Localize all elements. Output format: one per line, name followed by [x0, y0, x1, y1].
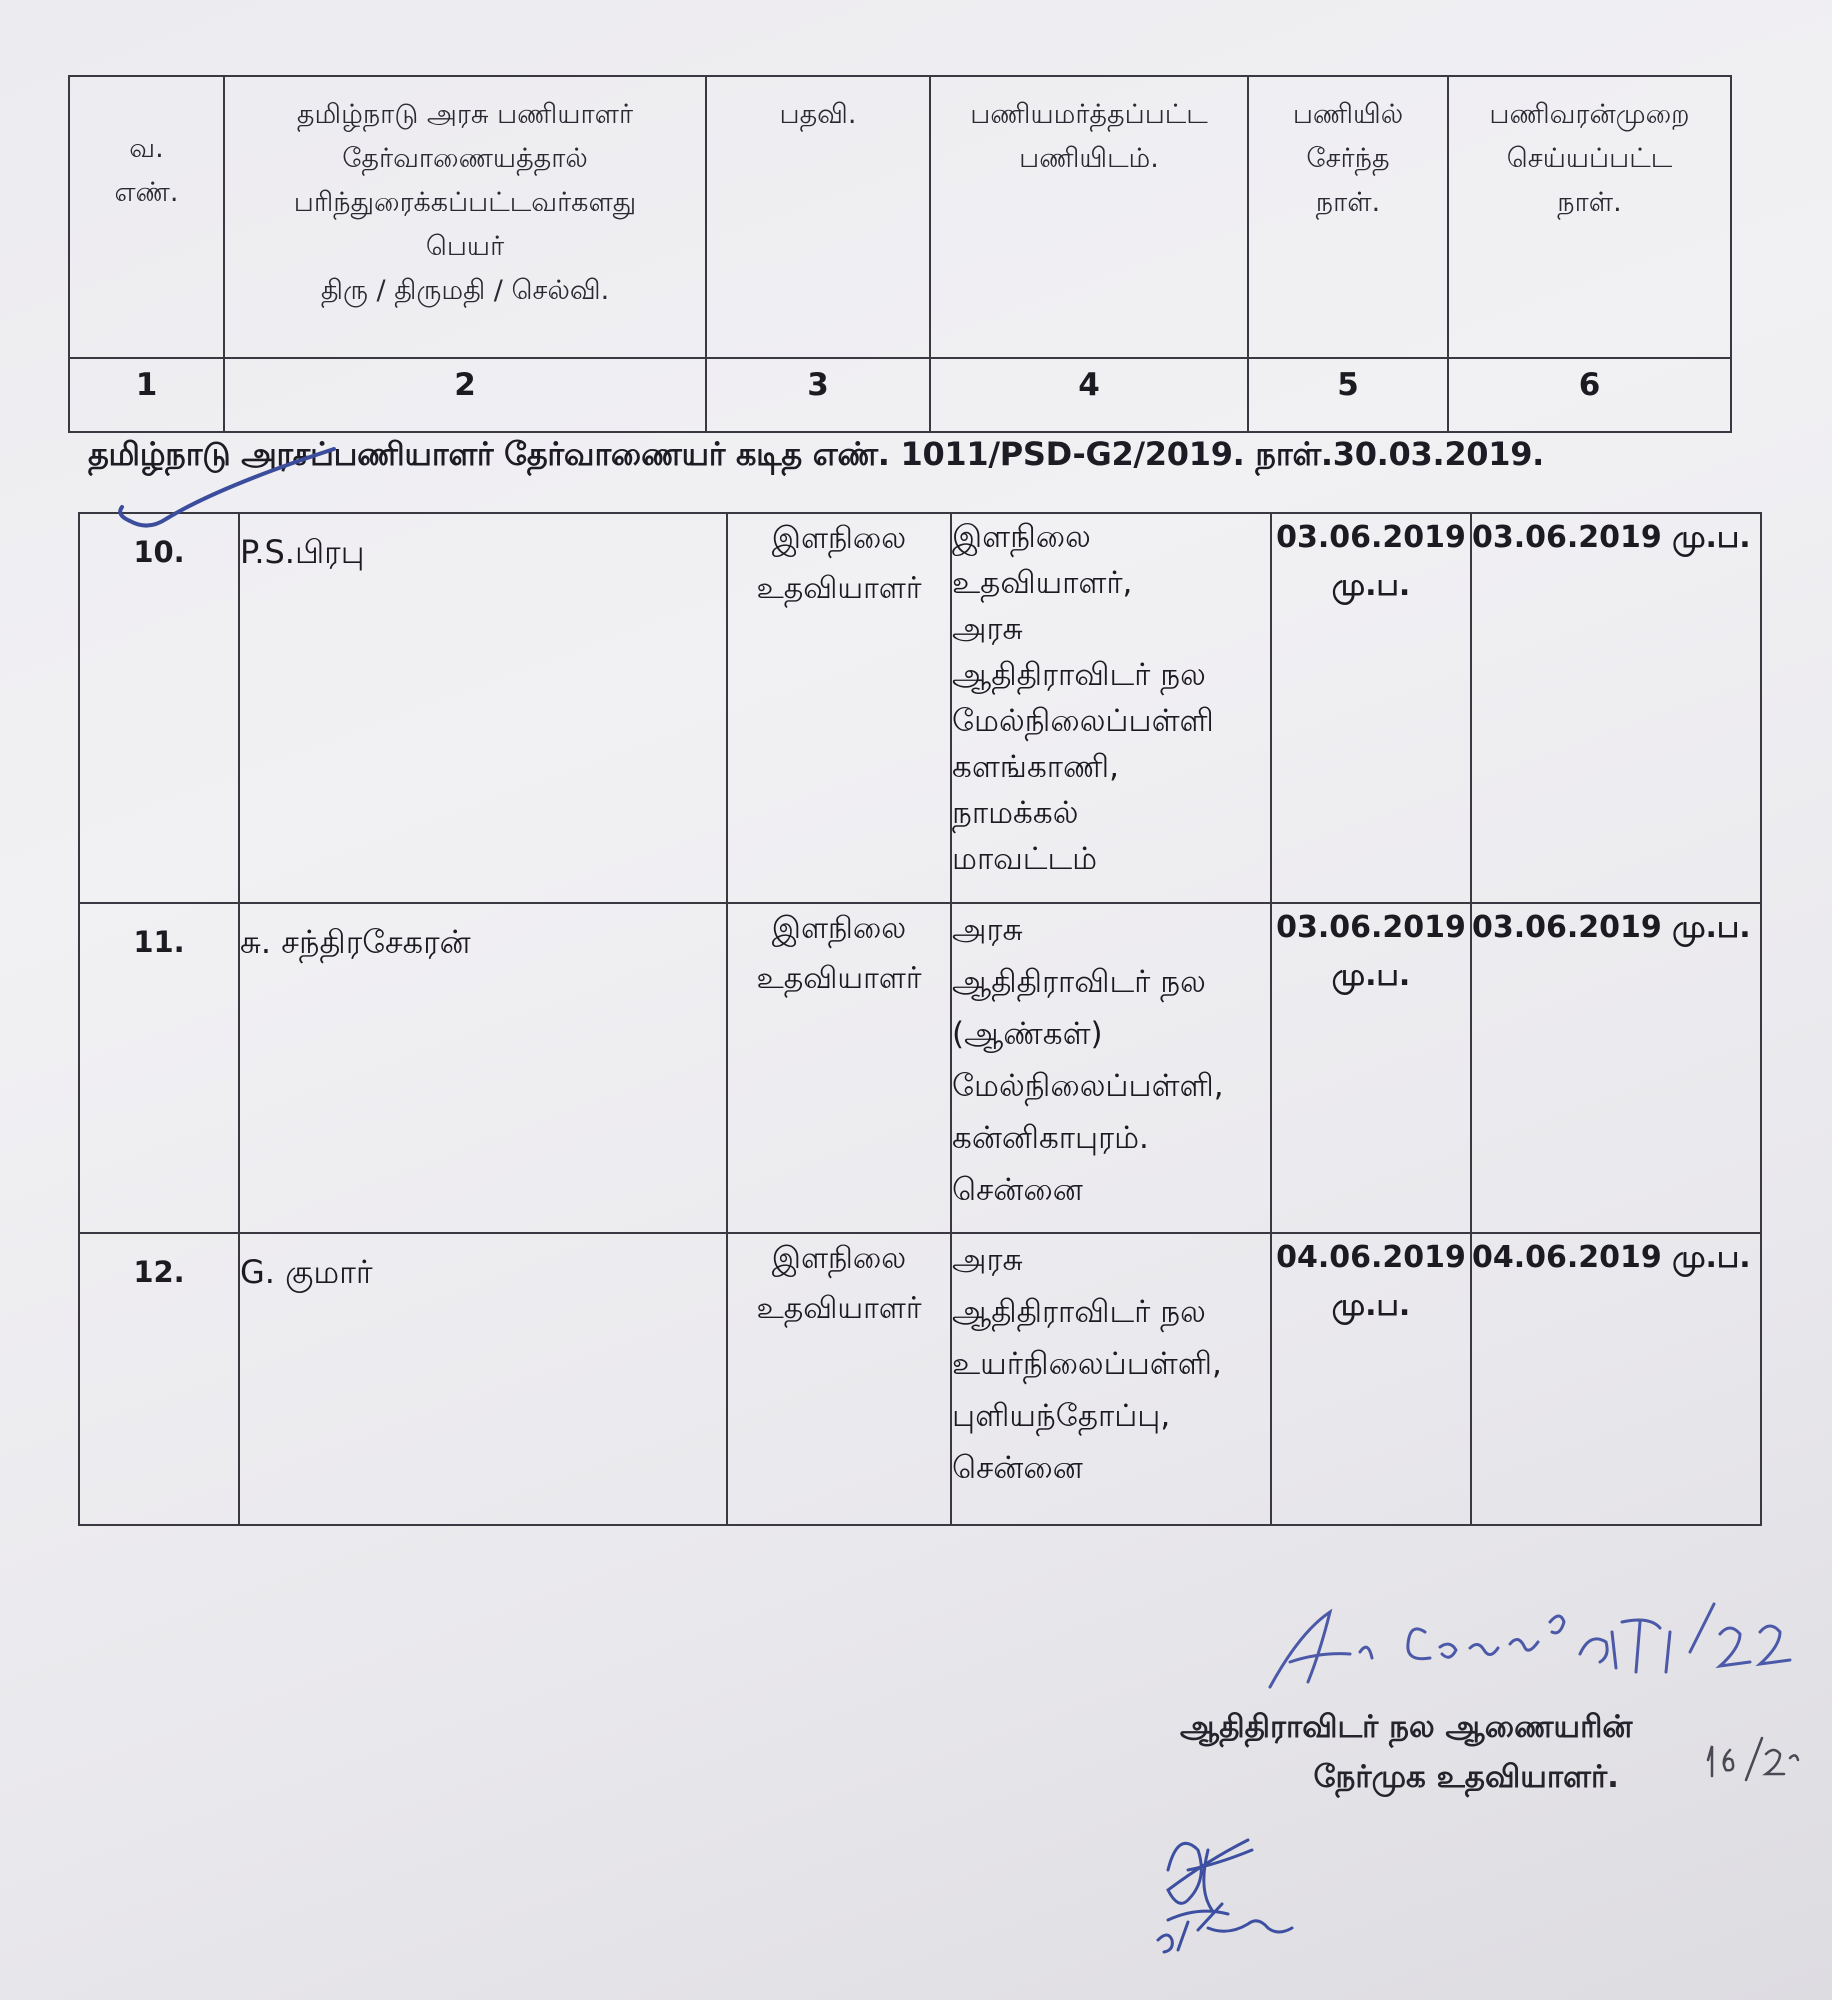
column-number: 4	[930, 358, 1248, 432]
regularisation-date: 03.06.2019 மு.ப.	[1471, 903, 1761, 1233]
place-line: அரசு	[952, 611, 1023, 647]
regularisation-date: 03.06.2019 மு.ப.	[1471, 513, 1761, 903]
header-text: பெயர்	[425, 231, 505, 262]
place-line: (ஆண்கள்)	[952, 1016, 1103, 1052]
place-line: மாவட்டம்	[952, 841, 1098, 877]
appointee-name: G. குமார்	[239, 1233, 727, 1525]
place-line: சென்னை	[952, 1450, 1083, 1486]
header-text: பணியிடம்.	[1019, 143, 1159, 174]
header-text: தேர்வாணையத்தால்	[342, 143, 588, 174]
header-joining-date	[1248, 76, 1448, 358]
table-row	[79, 903, 1761, 1233]
place-line: மேல்நிலைப்பள்ளி	[952, 703, 1214, 739]
date-line: மு.ப.	[1331, 958, 1411, 993]
header-text: செய்யப்பட்ட	[1506, 143, 1673, 174]
header-text: பதவி.	[779, 99, 857, 130]
date-line: 03.06.2019	[1276, 520, 1466, 555]
place-line: அரசு	[952, 1242, 1023, 1278]
place-line: புளியந்தோப்பு,	[952, 1398, 1171, 1434]
post-line: உதவியாளர்	[756, 961, 922, 996]
handwritten-initials	[1148, 1810, 1318, 1960]
post-line: உதவியாளர்	[756, 1291, 922, 1326]
header-name	[224, 76, 706, 358]
joining-date	[1271, 903, 1471, 1233]
joining-date	[1271, 513, 1471, 903]
header-text: பணியமர்த்தப்பட்ட	[970, 99, 1208, 130]
header-text: சேர்ந்த	[1306, 143, 1390, 174]
header-post	[706, 76, 930, 358]
post	[727, 513, 951, 903]
date-line: 04.06.2019	[1276, 1240, 1466, 1275]
appointees-table	[78, 512, 1762, 1526]
signatory-line-2: நேர்முக உதவியாளர்.	[1313, 1759, 1619, 1795]
handwritten-signature	[1260, 1592, 1820, 1702]
posting-place	[951, 513, 1271, 903]
place-line: ஆதிதிராவிடர் நல	[952, 964, 1206, 1000]
header-serial-no	[69, 76, 224, 358]
appointee-name: P.S.பிரபு	[239, 513, 727, 903]
post	[727, 1233, 951, 1525]
header-text: பணியில்	[1292, 99, 1404, 130]
place-line: அரசு	[952, 912, 1023, 948]
header-text: எண்.	[114, 177, 179, 208]
place-line: இளநிலை	[952, 519, 1091, 555]
place-line: நாமக்கல்	[952, 795, 1079, 831]
serial-number: 11.	[79, 903, 239, 1233]
place-line: ஆதிதிராவிடர் நல	[952, 1294, 1206, 1330]
header-row	[69, 76, 1731, 358]
header-text: வ.	[129, 133, 164, 164]
signatory-line-1: ஆதிதிராவிடர் நல ஆணையரின்	[1180, 1709, 1633, 1745]
table-row	[79, 513, 1761, 903]
posting-place	[951, 903, 1271, 1233]
serial-number: 10.	[79, 513, 239, 903]
date-line: 03.06.2019	[1276, 910, 1466, 945]
signature-block	[1180, 1702, 1633, 1802]
place-line: உதவியாளர்,	[952, 565, 1133, 601]
column-number: 3	[706, 358, 930, 432]
post	[727, 903, 951, 1233]
column-number: 6	[1448, 358, 1731, 432]
header-text: திரு / திருமதி / செல்வி.	[320, 275, 610, 306]
appointee-name: சு. சந்திரசேகரன்	[239, 903, 727, 1233]
column-number: 2	[224, 358, 706, 432]
serial-number: 12.	[79, 1233, 239, 1525]
posting-place	[951, 1233, 1271, 1525]
header-table	[68, 75, 1732, 433]
tnpsc-letter-reference: தமிழ்நாடு அரசப்பணியாளர் தேர்வாணையர் கடித எண். 1011/PSD-G2/2019. நாள்.30.03.2019.	[88, 435, 1545, 473]
regularisation-date: 04.06.2019 மு.ப.	[1471, 1233, 1761, 1525]
place-line: உயர்நிலைப்பள்ளி,	[952, 1346, 1222, 1382]
header-text: பணிவரன்முறை	[1489, 99, 1690, 130]
place-line: ஆதிதிராவிடர் நல	[952, 657, 1206, 693]
header-text: நாள்.	[1315, 187, 1381, 218]
handwritten-date-note	[1700, 1730, 1800, 1790]
header-place	[930, 76, 1248, 358]
header-regularisation-date	[1448, 76, 1731, 358]
place-line: களங்காணி,	[952, 749, 1119, 785]
place-line: மேல்நிலைப்பள்ளி,	[952, 1068, 1224, 1104]
place-line: சென்னை	[952, 1172, 1083, 1208]
date-line: மு.ப.	[1331, 568, 1411, 603]
header-text: பரிந்துரைக்கப்பட்டவர்களது	[293, 187, 637, 218]
checkmark-icon	[108, 447, 348, 557]
place-line: கன்னிகாபுரம்.	[952, 1120, 1149, 1156]
post-line: இளநிலை	[771, 911, 907, 946]
column-number: 5	[1248, 358, 1448, 432]
post-line: இளநிலை	[771, 521, 907, 556]
table-row	[79, 1233, 1761, 1525]
post-line: இளநிலை	[771, 1241, 907, 1276]
header-text: தமிழ்நாடு அரசு பணியாளர்	[296, 99, 634, 130]
column-number-row	[69, 358, 1731, 432]
date-line: மு.ப.	[1331, 1288, 1411, 1323]
joining-date	[1271, 1233, 1471, 1525]
column-number: 1	[69, 358, 224, 432]
post-line: உதவியாளர்	[756, 571, 922, 606]
header-text: நாள்.	[1557, 187, 1622, 218]
